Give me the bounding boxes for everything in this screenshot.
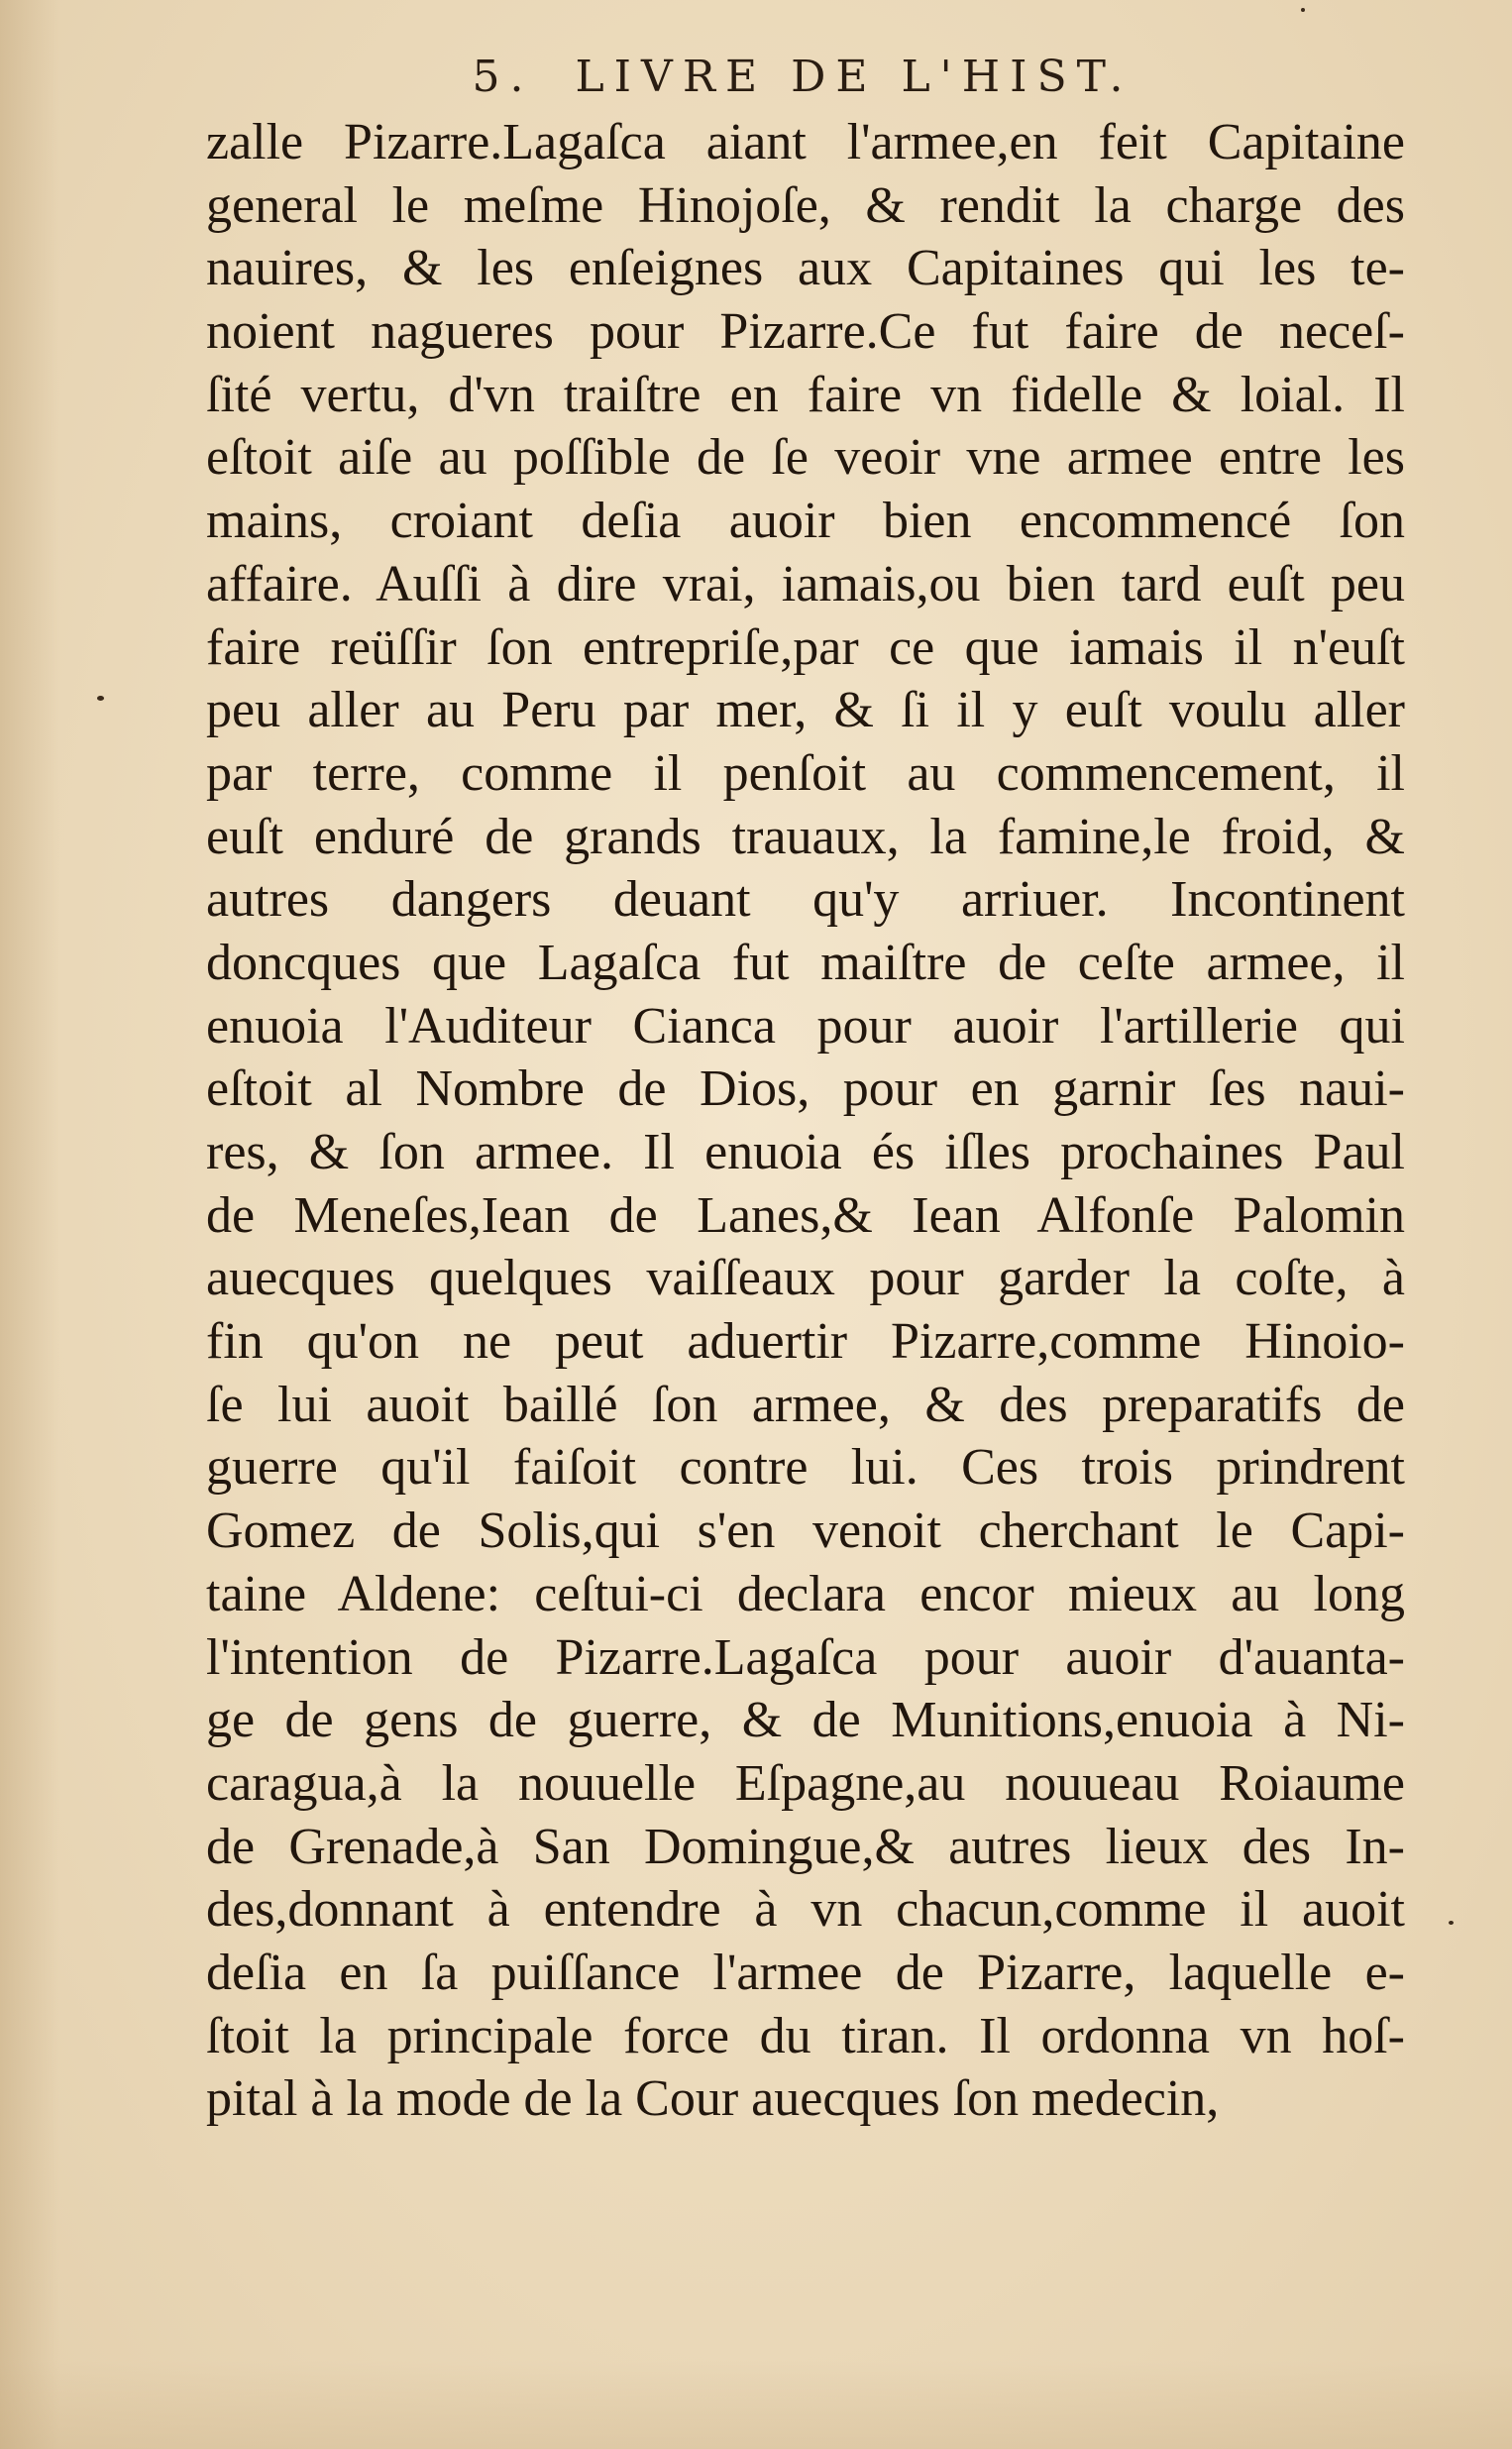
text-line: par terre, comme il penſoit au commencement, il xyxy=(206,744,1405,802)
text-line: Gomez de Solis,qui s'en venoit cherchant le Capi- xyxy=(206,1503,1405,1560)
running-title: LIVRE DE L'HIST. xyxy=(575,52,1134,102)
text-line: des,donnant à entendre à vn chacun,comme il auoit xyxy=(206,1881,1405,1939)
text-line: ſtoit la principale force du tiran. Il ordonna vn hoſ- xyxy=(206,2007,1405,2064)
text-line: peu aller au Peru par mer, & ſi il y euſt voulu aller xyxy=(206,682,1405,739)
page-edge-shadow xyxy=(0,0,59,2449)
text-line: ſité vertu, d'vn traiſtre en faire vn fidelle & loial. Il xyxy=(206,366,1405,423)
text-line: autres dangers deuant qu'y arriuer. Incontinent xyxy=(206,871,1405,929)
text-line: faire reüſſir ſon entrepriſe,par ce que iamais il n'euſt xyxy=(206,618,1405,676)
page-bottom-shadow xyxy=(0,2360,1512,2449)
text-line: doncques que Lagaſca fut maiſtre de ceſte armee, il xyxy=(206,934,1405,991)
body-text xyxy=(206,111,1405,2131)
text-line: taine Aldene: ceſtui-ci declara encor mieux au long xyxy=(206,1565,1405,1622)
text-line: deſia en ſa puiſſance l'armee de Pizarre, laquelle e- xyxy=(206,1944,1405,2001)
text-line: pital à la mode de la Cour auecques ſon medecin, xyxy=(206,2070,1220,2128)
text-line: res, & ſon armee. Il enuoia és iſles prochaines Paul xyxy=(206,1124,1405,1180)
text-line: de Grenade,à San Domingue,& autres lieux des In- xyxy=(206,1818,1405,1875)
text-line: enuoia l'Auditeur Cianca pour auoir l'artillerie qui xyxy=(206,997,1405,1055)
text-line: mains, croiant deſia auoir bien encommencé ſon xyxy=(206,493,1405,550)
ink-speck xyxy=(97,696,104,701)
text-line: ſe lui auoit baillé ſon armee, & des preparatifs de xyxy=(206,1376,1405,1433)
text-line: eſtoit aiſe au poſſible de ſe veoir vne armee entre les xyxy=(206,429,1405,487)
text-line: affaire. Auſſi à dire vrai, iamais,ou bien tard euſt peu xyxy=(206,555,1405,612)
text-line: caragua,à la nouuelle Eſpagne,au nouueau Roiaume xyxy=(206,1754,1405,1812)
running-head xyxy=(198,52,1407,102)
text-line: de Meneſes,Iean de Lanes,& Iean Alfonſe Palomin xyxy=(206,1186,1405,1244)
page-number: 5. xyxy=(472,52,534,102)
text-line: guerre qu'il faiſoit contre lui. Ces trois prindrent xyxy=(206,1439,1405,1497)
text-line: general le meſme Hinojoſe, & rendit la charge des xyxy=(206,176,1405,234)
text-line: auecques quelques vaiſſeaux pour garder la coſte, à xyxy=(206,1250,1405,1307)
text-line: fin qu'on ne peut aduertir Pizarre,comme Hinoio- xyxy=(206,1313,1405,1371)
text-line: ge de gens de guerre, & de Munitions,enuoia à Ni- xyxy=(206,1692,1405,1749)
text-line: euſt enduré de grands trauaux, la famine,le froid, & xyxy=(206,808,1405,865)
ink-speck xyxy=(1301,8,1305,12)
text-line: zalle Pizarre.Lagaſca aiant l'armee,en feit Capitaine xyxy=(206,114,1405,170)
text-line: nauires, & les enſeignes aux Capitaines qui les te- xyxy=(206,240,1405,297)
text-line: noient nagueres pour Pizarre.Ce fut faire de neceſ- xyxy=(206,303,1405,361)
text-line: l'intention de Pizarre.Lagaſca pour auoir d'auanta- xyxy=(206,1628,1405,1686)
text-line: eſtoit al Nombre de Dios, pour en garnir ſes naui- xyxy=(206,1060,1405,1118)
ink-speck xyxy=(1449,1921,1454,1925)
